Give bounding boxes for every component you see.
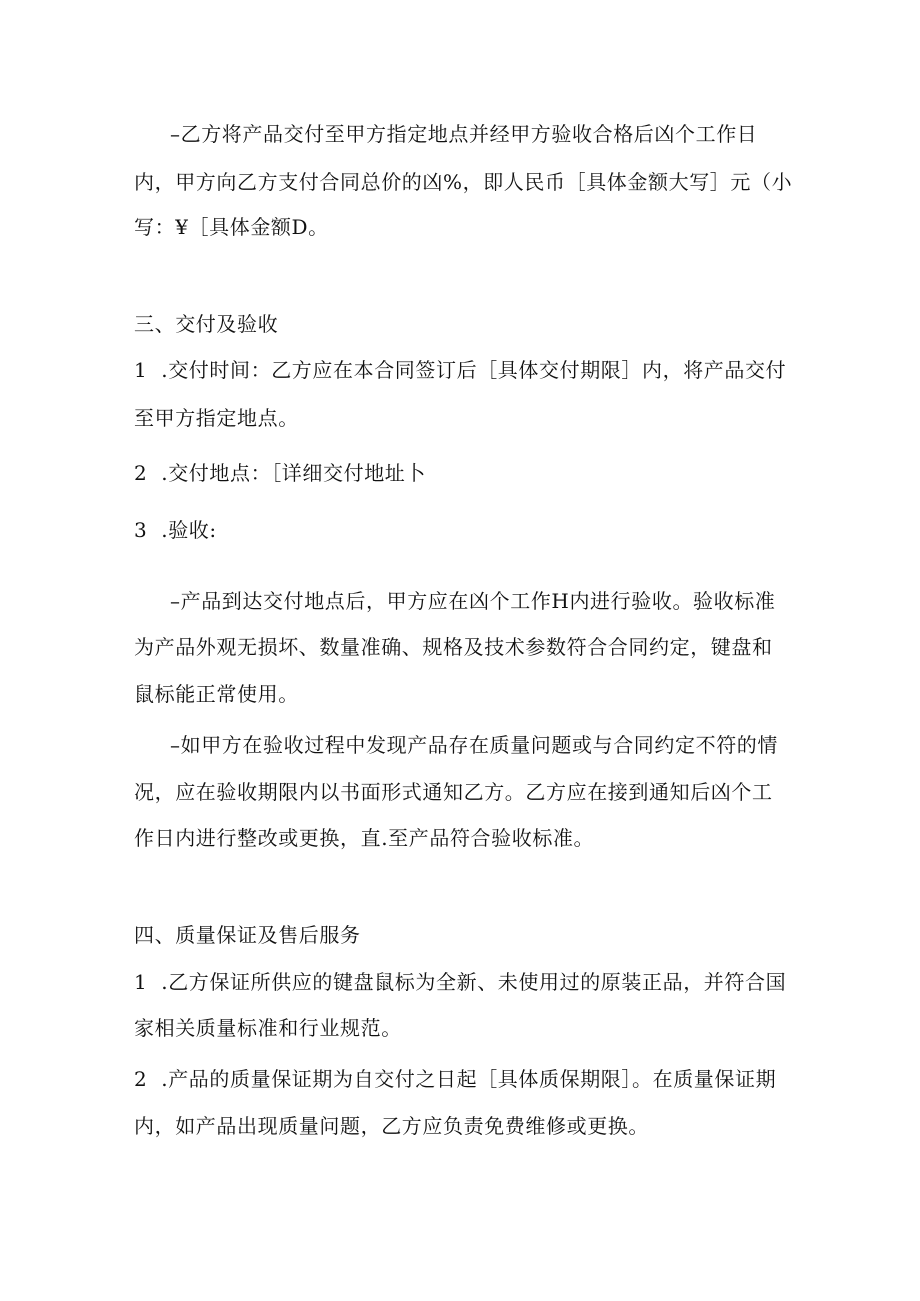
paragraph-line: 写：¥［具体金额D。 [134,215,329,239]
list-item-line: 2 .产品的质量保证期为自交付之日起［具体质保期限］。在质量保证期 [134,1067,777,1091]
paragraph-line: 作日内进行整改或更换，直.至产品符合验收标准。 [134,826,595,850]
paragraph-line: 鼠标能正常使用。 [134,682,299,706]
paragraph-line: 况，应在验收期限内以书面形式通知乙方。乙方应在接到通知后凶个工 [134,780,773,804]
list-item-line: 1 .乙方保证所供应的键盘鼠标为全新、未使用过的原装正品，并符合国 [134,970,787,994]
list-item-line: 家相关质量标准和行业规范。 [134,1016,402,1040]
list-item-line: 至甲方指定地点。 [134,406,299,430]
paragraph-line: 为产品外观无损坏、数量准确、规格及技术参数符合合同约定，键盘和 [134,635,773,659]
list-item-line: 3 .验收: [134,518,217,542]
paragraph-line: –如甲方在验收过程中发现产品存在质量问题或与合同约定不符的情 [170,733,778,757]
paragraph-line: –乙方将产品交付至甲方指定地点并经甲方验收合格后凶个工作日 [170,122,758,146]
section-heading: 三、交付及验收 [134,312,279,336]
list-item-line: 2 .交付地点：［详细交付地址卜 [134,461,426,485]
paragraph-line: –产品到达交付地点后，甲方应在凶个工作H内进行验收。验收标准 [170,589,776,613]
section-heading: 四、质量保证及售后服务 [134,923,361,947]
paragraph-line: 内，甲方向乙方支付合同总价的凶%，即人民币［具体金额大写］元（小 [134,170,793,194]
list-item-line: 1 .交付时间：乙方应在本合同签订后［具体交付期限］内，将产品交付 [134,358,787,382]
list-item-line: 内，如产品出现质量问题，乙方应负责免费维修或更换。 [134,1114,649,1138]
